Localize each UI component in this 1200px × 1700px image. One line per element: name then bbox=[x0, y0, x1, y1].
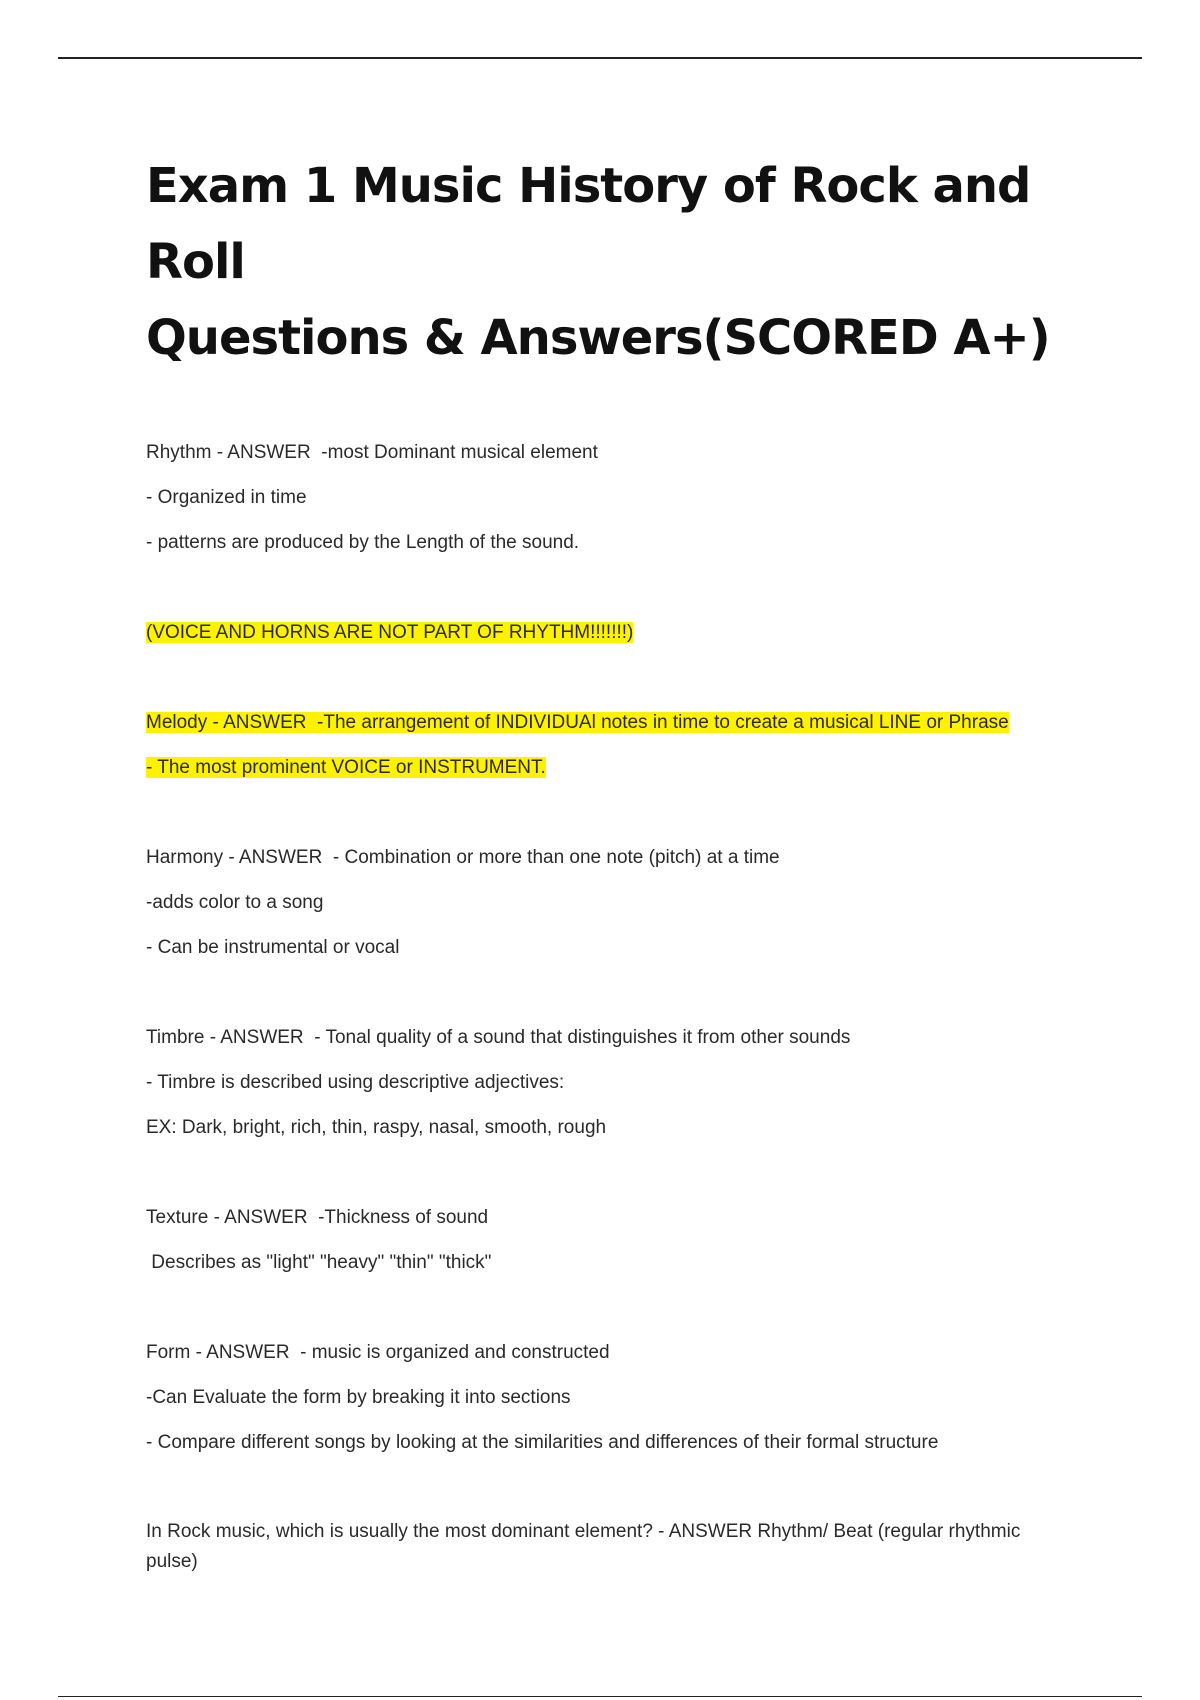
qa-line bbox=[146, 1375, 1066, 1420]
qa-line bbox=[146, 1510, 1066, 1577]
line-text: - Organized in time bbox=[146, 487, 307, 508]
line-text: Harmony - ANSWER - Combination or more than one note (pitch) at a time bbox=[146, 847, 780, 868]
qa-line bbox=[146, 1060, 1066, 1105]
qa-entry bbox=[146, 1510, 1066, 1577]
qa-line bbox=[146, 835, 1066, 880]
top-rule bbox=[58, 57, 1142, 59]
qa-line bbox=[146, 880, 1066, 925]
qa-line bbox=[146, 1015, 1066, 1060]
qa-entry bbox=[146, 1195, 1066, 1285]
bottom-rule bbox=[58, 1696, 1142, 1697]
qa-entry bbox=[146, 835, 1066, 970]
qa-line bbox=[146, 610, 1066, 655]
line-text: - Compare different songs by looking at the similarities and differences of their formal structure bbox=[146, 1432, 939, 1453]
qa-entry bbox=[146, 1015, 1066, 1150]
document-title bbox=[146, 148, 1066, 376]
qa-line bbox=[146, 925, 1066, 970]
line-text: - Timbre is described using descriptive adjectives: bbox=[146, 1072, 565, 1093]
highlighted-text: (VOICE AND HORNS ARE NOT PART OF RHYTHM!!!!!!!) bbox=[146, 622, 634, 643]
qa-entry bbox=[146, 430, 1066, 565]
qa-line bbox=[146, 520, 1066, 565]
line-text: In Rock music, which is usually the most dominant element? - ANSWER Rhythm/ Beat (regular rhythmic pulse) bbox=[146, 1521, 1021, 1572]
qa-line bbox=[146, 430, 1066, 475]
qa-entry bbox=[146, 700, 1066, 790]
title-line-1: Exam 1 Music History of Rock and Roll bbox=[146, 158, 1031, 290]
line-text: Describes as "light" "heavy" "thin" "thick" bbox=[146, 1252, 492, 1273]
line-text: -adds color to a song bbox=[146, 892, 324, 913]
qa-line bbox=[146, 745, 1066, 790]
document-body bbox=[146, 148, 1066, 1622]
line-text: - Can be instrumental or vocal bbox=[146, 937, 400, 958]
qa-line bbox=[146, 1330, 1066, 1375]
highlighted-text: - The most prominent VOICE or INSTRUMENT. bbox=[146, 757, 546, 778]
qa-line bbox=[146, 1105, 1066, 1150]
line-text: - patterns are produced by the Length of the sound. bbox=[146, 532, 580, 553]
line-text: EX: Dark, bright, rich, thin, raspy, nasal, smooth, rough bbox=[146, 1117, 607, 1138]
title-line-2: Questions & Answers(SCORED A+) bbox=[146, 310, 1050, 366]
qa-line bbox=[146, 475, 1066, 520]
line-text: Rhythm - ANSWER -most Dominant musical element bbox=[146, 442, 598, 463]
qa-line bbox=[146, 1240, 1066, 1285]
qa-line bbox=[146, 700, 1066, 745]
line-text: Texture - ANSWER -Thickness of sound bbox=[146, 1207, 489, 1228]
qa-entries bbox=[146, 430, 1066, 1577]
line-text: Form - ANSWER - music is organized and constructed bbox=[146, 1342, 610, 1363]
line-text: -Can Evaluate the form by breaking it into sections bbox=[146, 1387, 571, 1408]
qa-entry bbox=[146, 610, 1066, 655]
qa-entry bbox=[146, 1330, 1066, 1465]
highlighted-text: Melody - ANSWER -The arrangement of INDIVIDUAl notes in time to create a musical LINE or Phrase bbox=[146, 712, 1009, 733]
line-text: Timbre - ANSWER - Tonal quality of a sound that distinguishes it from other sounds bbox=[146, 1027, 851, 1048]
qa-line bbox=[146, 1420, 1066, 1465]
qa-line bbox=[146, 1195, 1066, 1240]
